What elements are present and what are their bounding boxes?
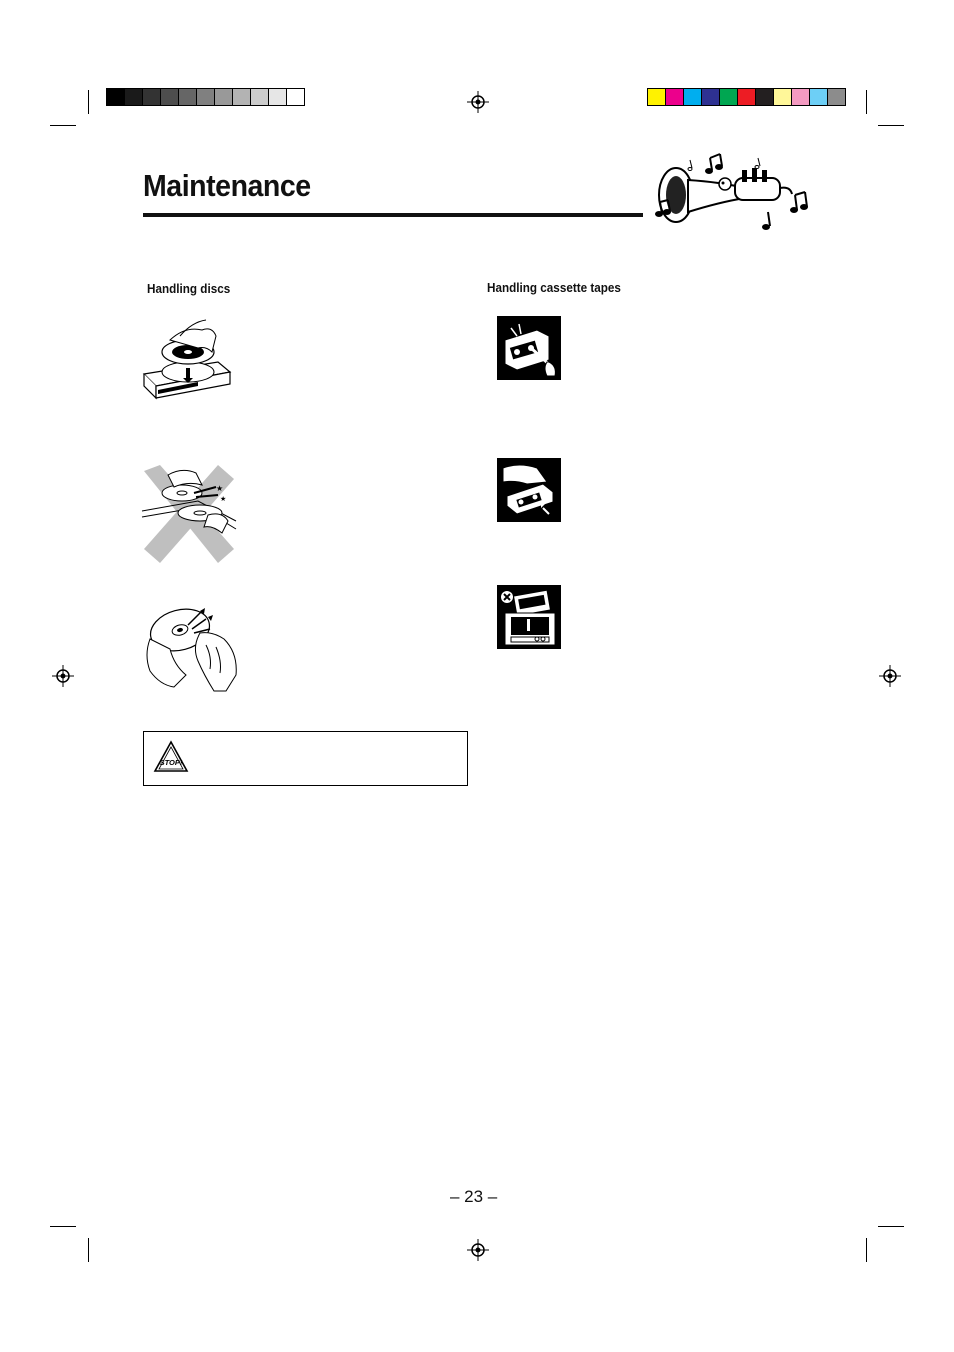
section-heading-handling-discs: Handling discs bbox=[147, 281, 231, 296]
crop-mark bbox=[88, 90, 89, 114]
disc-cleaning-hands-illustration bbox=[140, 605, 240, 695]
color-swatch bbox=[233, 89, 251, 105]
color-swatch bbox=[738, 89, 756, 105]
color-swatch bbox=[756, 89, 774, 105]
color-swatch bbox=[197, 89, 215, 105]
disc-tray-loading-illustration bbox=[140, 312, 235, 407]
crop-mark bbox=[50, 1226, 76, 1227]
registration-target-icon bbox=[467, 1239, 489, 1261]
page-title: Maintenance bbox=[143, 168, 311, 203]
section-heading-handling-cassette-tapes: Handling cassette tapes bbox=[487, 280, 621, 295]
color-swatch bbox=[251, 89, 269, 105]
color-swatch bbox=[107, 89, 125, 105]
color-swatch bbox=[215, 89, 233, 105]
registration-target-icon bbox=[52, 665, 74, 687]
color-swatch bbox=[792, 89, 810, 105]
crop-mark bbox=[866, 90, 867, 114]
page-number: – 23 – bbox=[450, 1187, 498, 1206]
grayscale-color-bar bbox=[106, 88, 305, 106]
crop-mark bbox=[878, 125, 904, 126]
cassette-tape-handling-hand-illustration bbox=[497, 458, 561, 522]
crop-mark bbox=[50, 125, 76, 126]
color-swatch bbox=[143, 89, 161, 105]
color-swatch bbox=[179, 89, 197, 105]
stop-warning-icon bbox=[153, 740, 189, 774]
caution-box bbox=[143, 731, 468, 786]
color-swatch bbox=[666, 89, 684, 105]
svg-text:★: ★ bbox=[216, 484, 224, 493]
color-swatch bbox=[828, 89, 845, 105]
cassette-storage-heat-warning-illustration bbox=[497, 585, 561, 649]
cassette-tape-slack-illustration bbox=[497, 316, 561, 380]
color-swatch bbox=[648, 89, 666, 105]
incorrect-disc-handling-crossed-illustration bbox=[138, 465, 240, 565]
crop-mark bbox=[878, 1226, 904, 1227]
crop-mark bbox=[866, 1238, 867, 1262]
stop-icon-label: STOP! bbox=[159, 758, 183, 767]
svg-text:★: ★ bbox=[220, 495, 227, 503]
process-color-bar bbox=[647, 88, 846, 106]
color-swatch bbox=[269, 89, 287, 105]
color-swatch bbox=[684, 89, 702, 105]
color-swatch bbox=[125, 89, 143, 105]
color-swatch bbox=[810, 89, 828, 105]
registration-target-icon bbox=[879, 665, 901, 687]
trumpet-music-notes-icon bbox=[650, 150, 815, 235]
color-swatch bbox=[702, 89, 720, 105]
title-rule bbox=[143, 213, 643, 217]
color-swatch bbox=[774, 89, 792, 105]
crop-mark bbox=[88, 1238, 89, 1262]
registration-target-icon bbox=[467, 91, 489, 113]
color-swatch bbox=[161, 89, 179, 105]
color-swatch bbox=[287, 89, 304, 105]
color-swatch bbox=[720, 89, 738, 105]
